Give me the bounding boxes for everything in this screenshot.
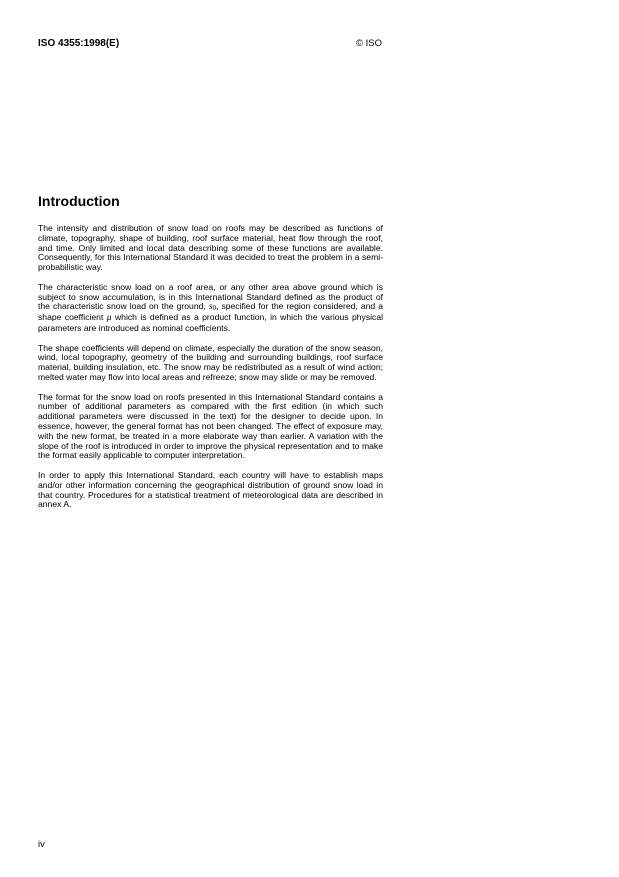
document-id: ISO 4355:1998(E) bbox=[38, 38, 120, 49]
ground-snow-load-symbol: $s_0$ bbox=[208, 302, 217, 313]
page-number: iv bbox=[38, 839, 45, 850]
paragraph-2 bbox=[38, 283, 383, 334]
copyright-notice: © ISO bbox=[355, 38, 382, 49]
paragraph-1: The intensity and distribution of snow load on roofs may be described as functions of climate, topography, shape of building, roof surface material, heat flow through the roof, and time. Only limited and local data describing some of these functions are available. Consequently, for this International Standard it was decided to treat the problem in a semi-probabilistic way. bbox=[38, 223, 383, 273]
paragraph-3: The shape coefficients will depend on climate, especially the duration of the snow season, wind, local topography, geometry of the building and surrounding buildings, roof surface material, building insulation, etc. The snow may be redistributed as a result of wind action; melted water may flow into local areas and refreeze; snow may slide or may be removed. bbox=[38, 342, 383, 382]
section-title: Introduction bbox=[38, 193, 120, 209]
paragraph-4: The format for the snow load on roofs presented in this International Standard contains a number of additional parameters as compared with the first edition (in which such additional parameters were discussed in the text) for the designer to decide upon. In essence, however, the general format has not been changed. The effect of exposure may, with the new format, be treated in a more elaborate way than earlier. A variation with the slope of the roof is introduced in order to improve the physical representation and to make the format easily applicable to computer interpretation. bbox=[38, 391, 383, 461]
paragraph-2-part-a: The characteristic snow load on a roof area, or any other area above ground which is subject to snow accumulation, is in this International Standard defined as the product of the characteristic snow load on the ground, bbox=[38, 281, 383, 312]
section-body bbox=[38, 224, 383, 520]
paragraph-5: In order to apply this International Standard, each country will have to establish maps and/or other information concerning the geographical distribution of ground snow load in that country. Procedures for a statistical treatment of meteorological data are described in annex A. bbox=[38, 469, 383, 510]
shape-coefficient-symbol: μ bbox=[106, 313, 112, 324]
paragraph-2-part-b: , specified for the region considered, and a shape coefficient bbox=[38, 301, 383, 323]
paragraph-2-part-c: which is defined as a product function, in which the various physical parameters are introduced as nominal coefficients. bbox=[38, 312, 384, 333]
